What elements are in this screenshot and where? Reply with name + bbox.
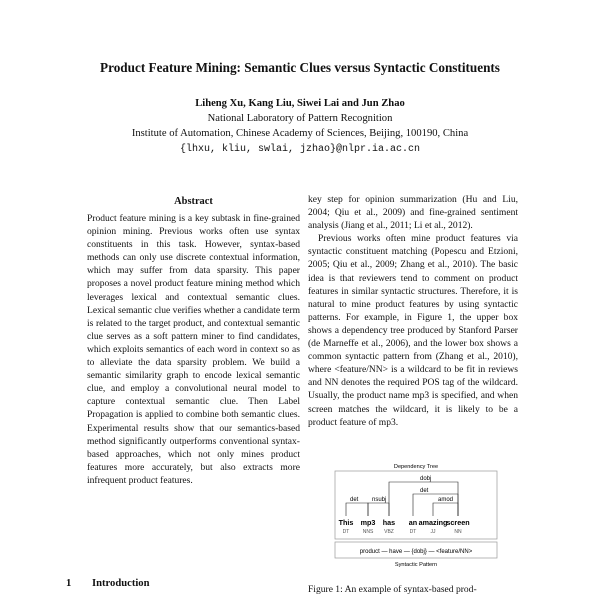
section-title: Introduction	[92, 578, 150, 589]
word: This	[338, 518, 354, 527]
tree-label: Dependency Tree	[393, 464, 439, 470]
right-column	[308, 193, 518, 429]
arc-label: nsubj	[372, 497, 387, 503]
paper-title: Product Feature Mining: Semantic Clues versus Syntactic Constituents	[100, 60, 500, 75]
pos-tag: NN	[454, 529, 462, 535]
word: has	[382, 518, 396, 527]
word: screen	[446, 518, 470, 527]
figure-caption: Figure 1: An example of syntax-based prod-	[308, 584, 477, 595]
arc-label: dobj	[420, 476, 432, 482]
sentence-words	[339, 518, 470, 527]
affiliation-institute: Institute of Automation, Chinese Academy of Sciences, Beijing, 100190, China	[131, 128, 469, 139]
pos-tag: JJ	[430, 529, 436, 535]
pos-tag: NNS	[362, 529, 374, 535]
arc-label: det	[350, 497, 359, 503]
affiliation-lab: National Laboratory of Pattern Recognition	[207, 113, 393, 124]
section-heading	[66, 578, 150, 589]
pattern-label: Syntactic Pattern	[394, 562, 438, 568]
word: an	[408, 518, 418, 527]
intro-paragraph-2: Previous works often mine product features via syntactic constituent matching (Popescu and Etzioni, 2005; Qiu et al., 2009; Zhang et al., 2010). The basic idea is that reviewers tend to comment on product features in similar syntactic structures. Therefore, it is natural to mine product features by using syntactic patterns. For example, in Figure 1, the upper box shows a dependency tree produced by Stanford Parser (de Marneffe et al., 2006), and the lower box shows a common syntactic pattern from (Zhang et al., 2010), where <feature/NN> is a wildcard to be fit in reviews and NN denotes the required POS tag of the wildcard. Usually, the product name mp3 is specified, and when screen matches the wildcard, it is likely to be a product feature of mp3.	[308, 233, 518, 428]
arc-nsubj	[368, 503, 389, 516]
abstract-heading: Abstract	[174, 196, 213, 207]
section-number: 1	[66, 578, 72, 589]
abstract-text	[87, 212, 300, 487]
arc-label: det	[420, 488, 429, 494]
arc-label: amod	[438, 497, 454, 503]
word: mp3	[360, 518, 376, 527]
word: amazing	[418, 518, 448, 527]
arc-det-1	[346, 503, 368, 516]
intro-paragraph-1: key step for opinion summarization (Hu and Liu, 2004; Qiu et al., 2009) and fine-grained sentiment analysis (Jiang et al., 2011; Li et al., 2012).	[308, 194, 518, 232]
syntactic-pattern: product — have — {dobj} — <feature/NN>	[359, 549, 473, 555]
authors: Liheng Xu, Kang Liu, Siwei Lai and Jun Zhao	[195, 98, 405, 109]
figure-1	[334, 462, 498, 570]
pos-tag: DT	[409, 529, 417, 535]
pos-tags	[343, 529, 462, 535]
arc-labels	[350, 476, 453, 503]
pos-tag: DT	[342, 529, 350, 535]
arc-amod	[433, 503, 458, 516]
pos-tag: VBZ	[384, 529, 394, 535]
abstract-paragraph: Product feature mining is a key subtask in fine-grained opinion mining. Previous works often use syntax constituents in this task. However, syntax-based methods can only use discrete contextual information, which may suffer from data sparsity. This paper proposes a novel product feature mining method which leverages lexical and contextual semantic clues. Lexical semantic clue verifies whether a candidate term is related to the target product, and contextual semantic clue serves as a soft pattern miner to find candidates, which exploits semantics of each word in context so as to alleviate the data sparsity problem. We build a semantic similarity graph to encode lexical semantic clue, and employ a convolutional neural model to capture contextual semantic clue. Then Label Propagation is applied to combine both semantic clues. Experimental results show that our semantics-based method significantly outperforms conventional syntax-based approaches, which not only mines product features more accurately, but also extracts more infrequent product features.	[87, 213, 300, 486]
email: {lhxu, kliu, swlai, jzhao}@nlpr.ia.ac.cn	[179, 144, 421, 155]
